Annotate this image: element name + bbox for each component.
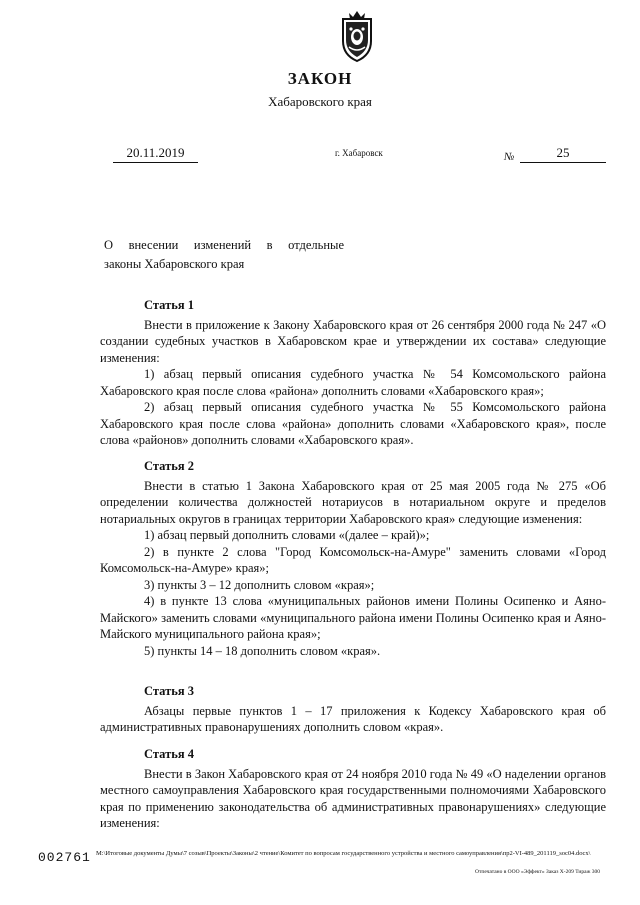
document-subtitle: Хабаровского края — [268, 94, 372, 109]
article-2 — [100, 458, 606, 659]
footer-file-path: M:\Итоговые документы Думы\7 созыв\Проекты\Законы\2 чтение\Комитет по вопросам государственного устройства и местного самоуправления\пр2-VI-489_201119_soc04.docx\ — [96, 850, 591, 857]
coat-of-arms-icon — [337, 9, 377, 63]
document-date: 20.11.2019 — [113, 145, 198, 163]
article-heading: Статья 1 — [144, 298, 194, 312]
document-title: ЗАКОН — [287, 69, 353, 88]
article-paragraph: 3) пункты 3 – 12 дополнить словом «края»; — [144, 577, 375, 592]
article-4 — [100, 746, 606, 832]
article-paragraph: Внести в Закон Хабаровского края от 24 ноября 2010 года № 49 «О наделении органов местного самоуправления Хабаровского края государственными полномочиями Хабаровского края по применению законодательства об административных правонарушениях» следующие изменения: — [100, 766, 606, 830]
article-paragraph: Внести в приложение к Закону Хабаровского края от 26 сентября 2000 года № 247 «О создании судебных участков в Хабаровском крае и утверждении их состава» следующие изменения: — [100, 317, 606, 365]
article-paragraph: 4) в пункте 13 слова «муниципальных районов имени Полины Осипенко и Аяно-Майского» заменить словами «муниципального района имени Полины Осипенко края и Аяно-Майского муниципального района края»; — [100, 594, 606, 641]
article-heading: Статья 4 — [144, 747, 194, 761]
article-heading: Статья 3 — [144, 684, 194, 698]
article-paragraph: 2) в пункте 2 слова "Город Комсомольск-на-Амуре" заменить словами «Город Комсомольск-на-Амуре» края»; — [100, 544, 606, 575]
article-3 — [100, 683, 606, 736]
subject-line-2: законы Хабаровского края — [104, 257, 245, 271]
article-paragraph: 5) пункты 14 – 18 дополнить словом «края». — [144, 643, 381, 658]
article-paragraph: 2) абзац первый описания судебного участка № 55 Комсомольского района Хабаровского края после слова «района» дополнить словами «Хабаровского края», после слова «районов» дополнить словами «Хабаровского края». — [100, 400, 606, 447]
document-city: г. Хабаровск — [335, 148, 383, 158]
subject-line-1: О внесении изменений в отдельные — [104, 238, 344, 252]
document-subject — [104, 236, 344, 274]
article-paragraph: 1) абзац первый дополнить словами «(далее – край)»; — [144, 528, 430, 542]
article-1 — [100, 297, 606, 449]
article-paragraph: Абзацы первые пунктов 1 – 17 приложения к Кодексу Хабаровского края об административных правонарушениях дополнить словом «края». — [100, 703, 606, 734]
article-paragraph: Внести в статью 1 Закона Хабаровского края от 25 мая 2005 года № 275 «Об определении количества должностей нотариусов в нотариальном округе и пределов нотариальных округов в границах территории Хабаровского края» следующие изменения: — [100, 478, 606, 526]
article-paragraph: 1) абзац первый описания судебного участка № 54 Комсомольского района Хабаровского края после слова «района» дополнить словами «Хабаровского края»; — [100, 367, 606, 398]
footer-doc-number: 002761 — [38, 850, 91, 865]
number-label: № — [504, 151, 515, 163]
article-heading: Статья 2 — [144, 459, 194, 473]
document-number: 25 — [520, 145, 606, 163]
footer-print-note: Отпечатано в ООО «Эффект» Заказ Х-209 Тираж 300 — [475, 869, 600, 875]
